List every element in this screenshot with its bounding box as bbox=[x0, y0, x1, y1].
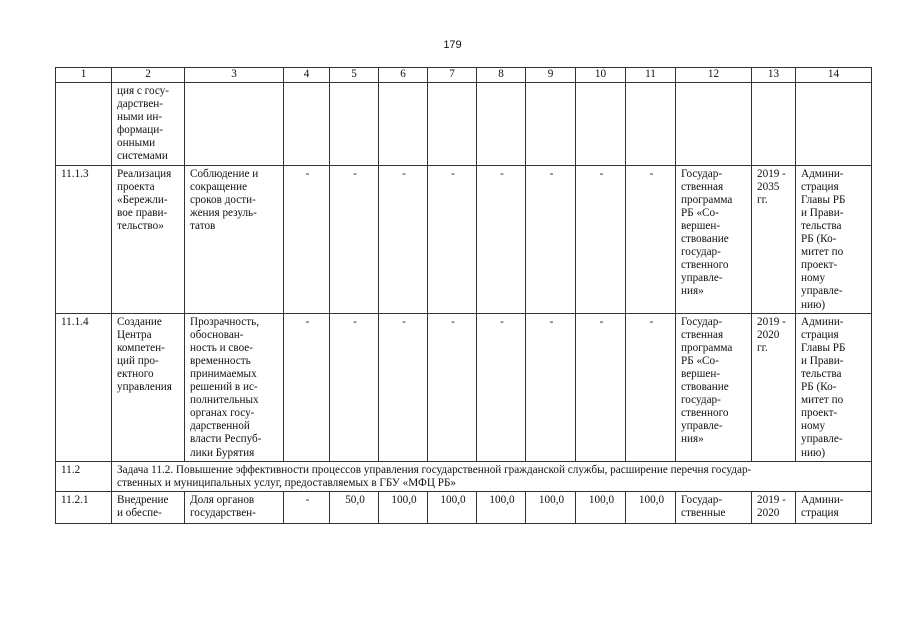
value-cell: 100,0 bbox=[576, 491, 626, 523]
cell-line: ственные bbox=[681, 506, 726, 519]
column-header: 10 bbox=[576, 68, 626, 83]
column-header: 4 bbox=[284, 68, 330, 83]
value-cell: - bbox=[284, 313, 330, 461]
cell-line: дарствен- bbox=[117, 98, 164, 111]
value-cell: - bbox=[379, 165, 428, 313]
cell-line: вое прави- bbox=[117, 206, 168, 219]
cell-line: решений в ис- bbox=[190, 381, 258, 394]
cell-line: страция bbox=[801, 180, 839, 193]
value-cell: - bbox=[379, 313, 428, 461]
cell-line: ектного bbox=[117, 367, 154, 380]
cell-line: нию) bbox=[801, 298, 826, 311]
cell-line: 2035 bbox=[757, 180, 780, 193]
cell-line: РБ «Со- bbox=[681, 354, 719, 367]
program-cell bbox=[676, 313, 752, 461]
responsible-cell bbox=[796, 313, 872, 461]
cell-line: управле- bbox=[801, 433, 843, 446]
cell-line: Соблюдение и bbox=[190, 167, 259, 180]
value-cell: - bbox=[330, 165, 379, 313]
value-cell bbox=[379, 83, 428, 166]
cell-line: обоснован- bbox=[190, 328, 244, 341]
cell-line: ственных и муниципальных услуг, предоставляемых в ГБУ «МФЦ РБ» bbox=[117, 476, 456, 489]
column-header: 6 bbox=[379, 68, 428, 83]
cell-line: тельства bbox=[801, 219, 842, 232]
value-cell: 100,0 bbox=[379, 491, 428, 523]
value-cell: - bbox=[284, 491, 330, 523]
cell-line: Доля органов bbox=[190, 493, 255, 506]
cell-line: Центра bbox=[117, 328, 152, 341]
value-cell: - bbox=[576, 165, 626, 313]
cell-line: органах госу- bbox=[190, 407, 255, 420]
cell-line: лики Бурятия bbox=[190, 446, 255, 459]
value-cell: - bbox=[428, 313, 477, 461]
cell-line: «Бережли- bbox=[117, 193, 168, 206]
value-cell: - bbox=[626, 165, 676, 313]
value-cell: 100,0 bbox=[477, 491, 526, 523]
cell-line: 2020 bbox=[757, 506, 780, 519]
column-header: 13 bbox=[752, 68, 796, 83]
value-cell bbox=[330, 83, 379, 166]
table-body bbox=[56, 68, 872, 524]
column-header: 11 bbox=[626, 68, 676, 83]
cell-line: митет по bbox=[801, 246, 844, 259]
cell-line: проект- bbox=[801, 407, 838, 420]
measure-name-cell bbox=[112, 165, 185, 313]
table-row bbox=[56, 491, 872, 523]
value-cell: 50,0 bbox=[330, 491, 379, 523]
column-header: 8 bbox=[477, 68, 526, 83]
measure-name-cell bbox=[112, 491, 185, 523]
column-header: 2 bbox=[112, 68, 185, 83]
cell-line: государ- bbox=[681, 394, 721, 407]
cell-text bbox=[757, 494, 792, 522]
value-cell: 100,0 bbox=[526, 491, 576, 523]
value-cell bbox=[284, 83, 330, 166]
cell-line: проекта bbox=[117, 180, 155, 193]
table-row bbox=[56, 83, 872, 166]
cell-line: РБ (Ко- bbox=[801, 381, 837, 394]
cell-line: сроков дости- bbox=[190, 193, 256, 206]
cell-line: ния» bbox=[681, 285, 704, 298]
row-number-cell bbox=[56, 83, 112, 166]
cell-line: полнительных bbox=[190, 394, 259, 407]
cell-line: ция с госу- bbox=[117, 85, 169, 97]
cell-line: и Прави- bbox=[801, 206, 844, 219]
value-cell bbox=[428, 83, 477, 166]
cell-line: Прозрачность, bbox=[190, 315, 260, 328]
cell-line: ному bbox=[801, 272, 826, 285]
cell-line: ными ин- bbox=[117, 111, 163, 124]
cell-line: Государ- bbox=[681, 315, 723, 328]
cell-line: сокращение bbox=[190, 180, 248, 193]
page-number: 179 bbox=[443, 39, 462, 51]
cell-line: и обеспе- bbox=[117, 506, 162, 519]
cell-line: вершен- bbox=[681, 367, 721, 380]
period-cell bbox=[752, 83, 796, 166]
cell-line: власти Респуб- bbox=[190, 433, 262, 446]
cell-line: 2019 - bbox=[757, 315, 786, 328]
period-cell bbox=[752, 491, 796, 523]
cell-line: Главы РБ bbox=[801, 193, 846, 206]
value-cell bbox=[526, 83, 576, 166]
expected-result-cell bbox=[185, 313, 284, 461]
cell-line: и Прави- bbox=[801, 354, 844, 367]
cell-line: Государ- bbox=[681, 167, 723, 180]
value-cell: 100,0 bbox=[626, 491, 676, 523]
cell-line: компетен- bbox=[117, 341, 165, 354]
column-header: 14 bbox=[796, 68, 872, 83]
cell-line: Главы РБ bbox=[801, 341, 846, 354]
column-numbers-row bbox=[56, 68, 872, 83]
expected-result-cell bbox=[185, 165, 284, 313]
column-header: 7 bbox=[428, 68, 477, 83]
cell-line: митет по bbox=[801, 394, 844, 407]
cell-line: гг. bbox=[757, 193, 768, 206]
cell-line: формаци- bbox=[117, 124, 163, 137]
value-cell bbox=[576, 83, 626, 166]
cell-line: жения резуль- bbox=[190, 206, 257, 219]
cell-line: системами bbox=[117, 150, 168, 163]
cell-line: 2019 - bbox=[757, 493, 786, 506]
value-cell: - bbox=[477, 165, 526, 313]
cell-line: временность bbox=[190, 354, 251, 367]
row-number-cell: 11.1.3 bbox=[56, 165, 112, 313]
table-row bbox=[56, 165, 872, 313]
program-table bbox=[55, 67, 872, 524]
period-cell bbox=[752, 165, 796, 313]
row-number-cell: 11.1.4 bbox=[56, 313, 112, 461]
cell-line: тельства bbox=[801, 367, 842, 380]
cell-line: управления bbox=[117, 381, 172, 394]
value-cell bbox=[626, 83, 676, 166]
cell-line: страция bbox=[801, 506, 839, 519]
program-cell bbox=[676, 491, 752, 523]
cell-line: Задача 11.2. Повышение эффективности процессов управления государственной гражданской службы, расширение перечня государ- bbox=[117, 463, 752, 476]
expected-result-cell bbox=[185, 83, 284, 166]
cell-line: проект- bbox=[801, 259, 838, 272]
row-number-cell: 11.2.1 bbox=[56, 491, 112, 523]
cell-text bbox=[681, 494, 748, 522]
value-cell: 100,0 bbox=[428, 491, 477, 523]
value-cell: - bbox=[477, 313, 526, 461]
cell-line: ственного bbox=[681, 259, 729, 272]
cell-line: онными bbox=[117, 137, 156, 150]
cell-text bbox=[117, 494, 181, 522]
cell-line: управле- bbox=[801, 285, 843, 298]
cell-line: 2019 - bbox=[757, 167, 786, 180]
cell-line: ствование bbox=[681, 381, 729, 394]
value-cell: - bbox=[284, 165, 330, 313]
cell-line: нию) bbox=[801, 446, 826, 459]
cell-text bbox=[801, 494, 868, 522]
value-cell: - bbox=[330, 313, 379, 461]
value-cell: - bbox=[428, 165, 477, 313]
cell-line: вершен- bbox=[681, 219, 721, 232]
period-cell bbox=[752, 313, 796, 461]
value-cell bbox=[477, 83, 526, 166]
cell-line: 2020 bbox=[757, 328, 780, 341]
cell-line: Админи- bbox=[801, 315, 844, 328]
cell-line: гг. bbox=[757, 341, 768, 354]
responsible-cell bbox=[796, 165, 872, 313]
cell-line: государ- bbox=[681, 246, 721, 259]
cell-line: РБ «Со- bbox=[681, 206, 719, 219]
value-cell: - bbox=[626, 313, 676, 461]
cell-line: Админи- bbox=[801, 493, 844, 506]
cell-line: государствен- bbox=[190, 506, 256, 519]
table-row bbox=[56, 313, 872, 461]
cell-line: ствование bbox=[681, 233, 729, 246]
cell-line: Государ- bbox=[681, 493, 723, 506]
column-header: 12 bbox=[676, 68, 752, 83]
column-header: 3 bbox=[185, 68, 284, 83]
value-cell: - bbox=[576, 313, 626, 461]
cell-line: ному bbox=[801, 420, 826, 433]
cell-line: ность и свое- bbox=[190, 341, 253, 354]
cell-text bbox=[190, 494, 280, 522]
cell-line: ственного bbox=[681, 407, 729, 420]
expected-result-cell bbox=[185, 491, 284, 523]
table-row bbox=[56, 461, 872, 491]
cell-line: принимаемых bbox=[190, 367, 257, 380]
cell-line: программа bbox=[681, 193, 733, 206]
value-cell: - bbox=[526, 165, 576, 313]
cell-line: Админи- bbox=[801, 167, 844, 180]
value-cell: - bbox=[526, 313, 576, 461]
cell-line: ций про- bbox=[117, 354, 159, 367]
column-header: 5 bbox=[330, 68, 379, 83]
cell-line: ственная bbox=[681, 328, 724, 341]
measure-name-cell bbox=[112, 83, 185, 166]
cell-line: дарственной bbox=[190, 420, 250, 433]
cell-line: тельство» bbox=[117, 219, 164, 232]
cell-line: ственная bbox=[681, 180, 724, 193]
task-title-cell bbox=[112, 461, 872, 491]
cell-line: управле- bbox=[681, 272, 723, 285]
cell-line: Реализация bbox=[117, 167, 172, 180]
cell-line: татов bbox=[190, 219, 216, 232]
responsible-cell bbox=[796, 83, 872, 166]
column-header: 1 bbox=[56, 68, 112, 83]
cell-line: управле- bbox=[681, 420, 723, 433]
cell-line: ния» bbox=[681, 433, 704, 446]
responsible-cell bbox=[796, 491, 872, 523]
program-cell bbox=[676, 83, 752, 166]
cell-line: РБ (Ко- bbox=[801, 233, 837, 246]
column-header: 9 bbox=[526, 68, 576, 83]
row-number-cell: 11.2 bbox=[56, 461, 112, 491]
program-cell bbox=[676, 165, 752, 313]
cell-line: Создание bbox=[117, 315, 162, 328]
cell-line: Внедрение bbox=[117, 493, 169, 506]
cell-line: страция bbox=[801, 328, 839, 341]
measure-name-cell bbox=[112, 313, 185, 461]
cell-line: программа bbox=[681, 341, 733, 354]
